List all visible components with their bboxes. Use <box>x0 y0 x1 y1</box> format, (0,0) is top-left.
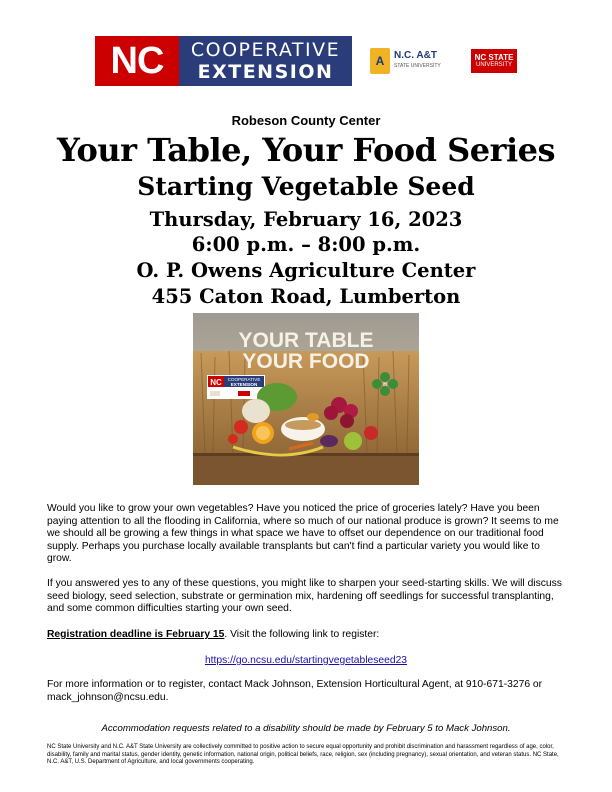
registration-paragraph <box>47 629 567 642</box>
event-time: 6:00 p.m. – 8:00 p.m. <box>191 233 421 256</box>
registration-deadline: Registration deadline is February 15 <box>47 629 225 640</box>
food-illustration <box>193 313 419 485</box>
event-venue: O. P. Owens Agriculture Center <box>136 259 476 282</box>
intro-paragraph: Would you like to grow your own vegetables? Have you noticed the price of groceries lately? Have you been paying attention to all the flooding in California, where so much of our national produce is grown? It seems to me we should all be growing a few things in what space we have to offset our dependence on our traditional food supply. Perhaps you purchase locally available transplants but can't find a particular variety you would like to grow. <box>47 503 559 565</box>
nc-cooperative-extension-logo <box>95 36 352 86</box>
svg-text:EXTENSION: EXTENSION <box>230 382 258 387</box>
wooden-table <box>193 453 419 485</box>
logo-row <box>95 36 525 88</box>
county-center: Robeson County Center <box>231 113 381 128</box>
ncat-mark-icon: A <box>370 48 390 74</box>
registration-link[interactable]: https://go.ncsu.edu/startingvegetableseed23 <box>204 655 408 666</box>
hero-line1: YOUR TABLE <box>238 329 374 352</box>
svg-text:COOPERATIVE: COOPERATIVE <box>227 377 261 382</box>
ncat-sub: STATE UNIVERSITY <box>394 63 441 69</box>
svg-text:H: H <box>383 382 387 388</box>
topics-paragraph: If you answered yes to any of these questions, you might like to sharpen your seed-starting skills. We will discuss seed biology, seed selection, substrate or germination mix, hardening off seedlings for successful transplanting, and some common difficulties starting your own seed. <box>47 578 562 615</box>
svg-text:NC: NC <box>210 378 222 387</box>
hero-extension-badge <box>207 375 265 399</box>
apple-icon <box>344 432 362 450</box>
cauliflower-icon <box>242 399 270 423</box>
nc-logo-words <box>179 36 352 86</box>
event-address: 455 Caton Road, Lumberton <box>151 285 461 308</box>
nc-logo-line2: EXTENSION <box>197 61 334 83</box>
eggplant-icon <box>320 435 338 447</box>
series-title: Your Table, Your Food Series <box>56 131 556 169</box>
hero-line2: YOUR FOOD <box>242 350 370 373</box>
event-date: Thursday, February 16, 2023 <box>149 208 463 231</box>
nc-logo-line1: COOPERATIVE <box>190 39 341 61</box>
registration-link-line <box>0 655 612 666</box>
contact-paragraph: For more information or to register, contact Mack Johnson, Extension Horticultural Agent, at 910-671-3276 or mack_johnson@ncsu.edu. <box>47 679 543 703</box>
accommodation-note: Accommodation requests related to a disability should be made by February 5 to Mack Johnson. <box>101 723 511 734</box>
ncat-name: N.C. A&T <box>394 50 437 61</box>
ncstate-logo <box>471 49 517 73</box>
hero-image <box>193 313 419 485</box>
legal-disclaimer: NC State University and N.C. A&T State University are collectively committed to positive action to secure equal opportunity and prohibit discrimination and harassment regardless of age, color, disability, family and marital status, gender identity, genetic information, national origin, political beliefs, race, religion, sex (including pregnancy), sexual orientation, and veteran status. NC State, N.C. A&T, U.S. Department of Agriculture, and local governments cooperating. <box>47 744 559 765</box>
tomato-icon <box>234 420 248 434</box>
ncstate-line1: NC STATE <box>474 53 514 62</box>
beet-icon <box>340 414 354 428</box>
session-title: Starting Vegetable Seed <box>137 172 475 201</box>
ncat-logo <box>370 48 446 76</box>
registration-instructions: . Visit the following link to register: <box>224 629 380 640</box>
ncstate-line2: UNIVERSITY <box>475 62 512 68</box>
nc-logo-letters: NC <box>110 40 164 82</box>
